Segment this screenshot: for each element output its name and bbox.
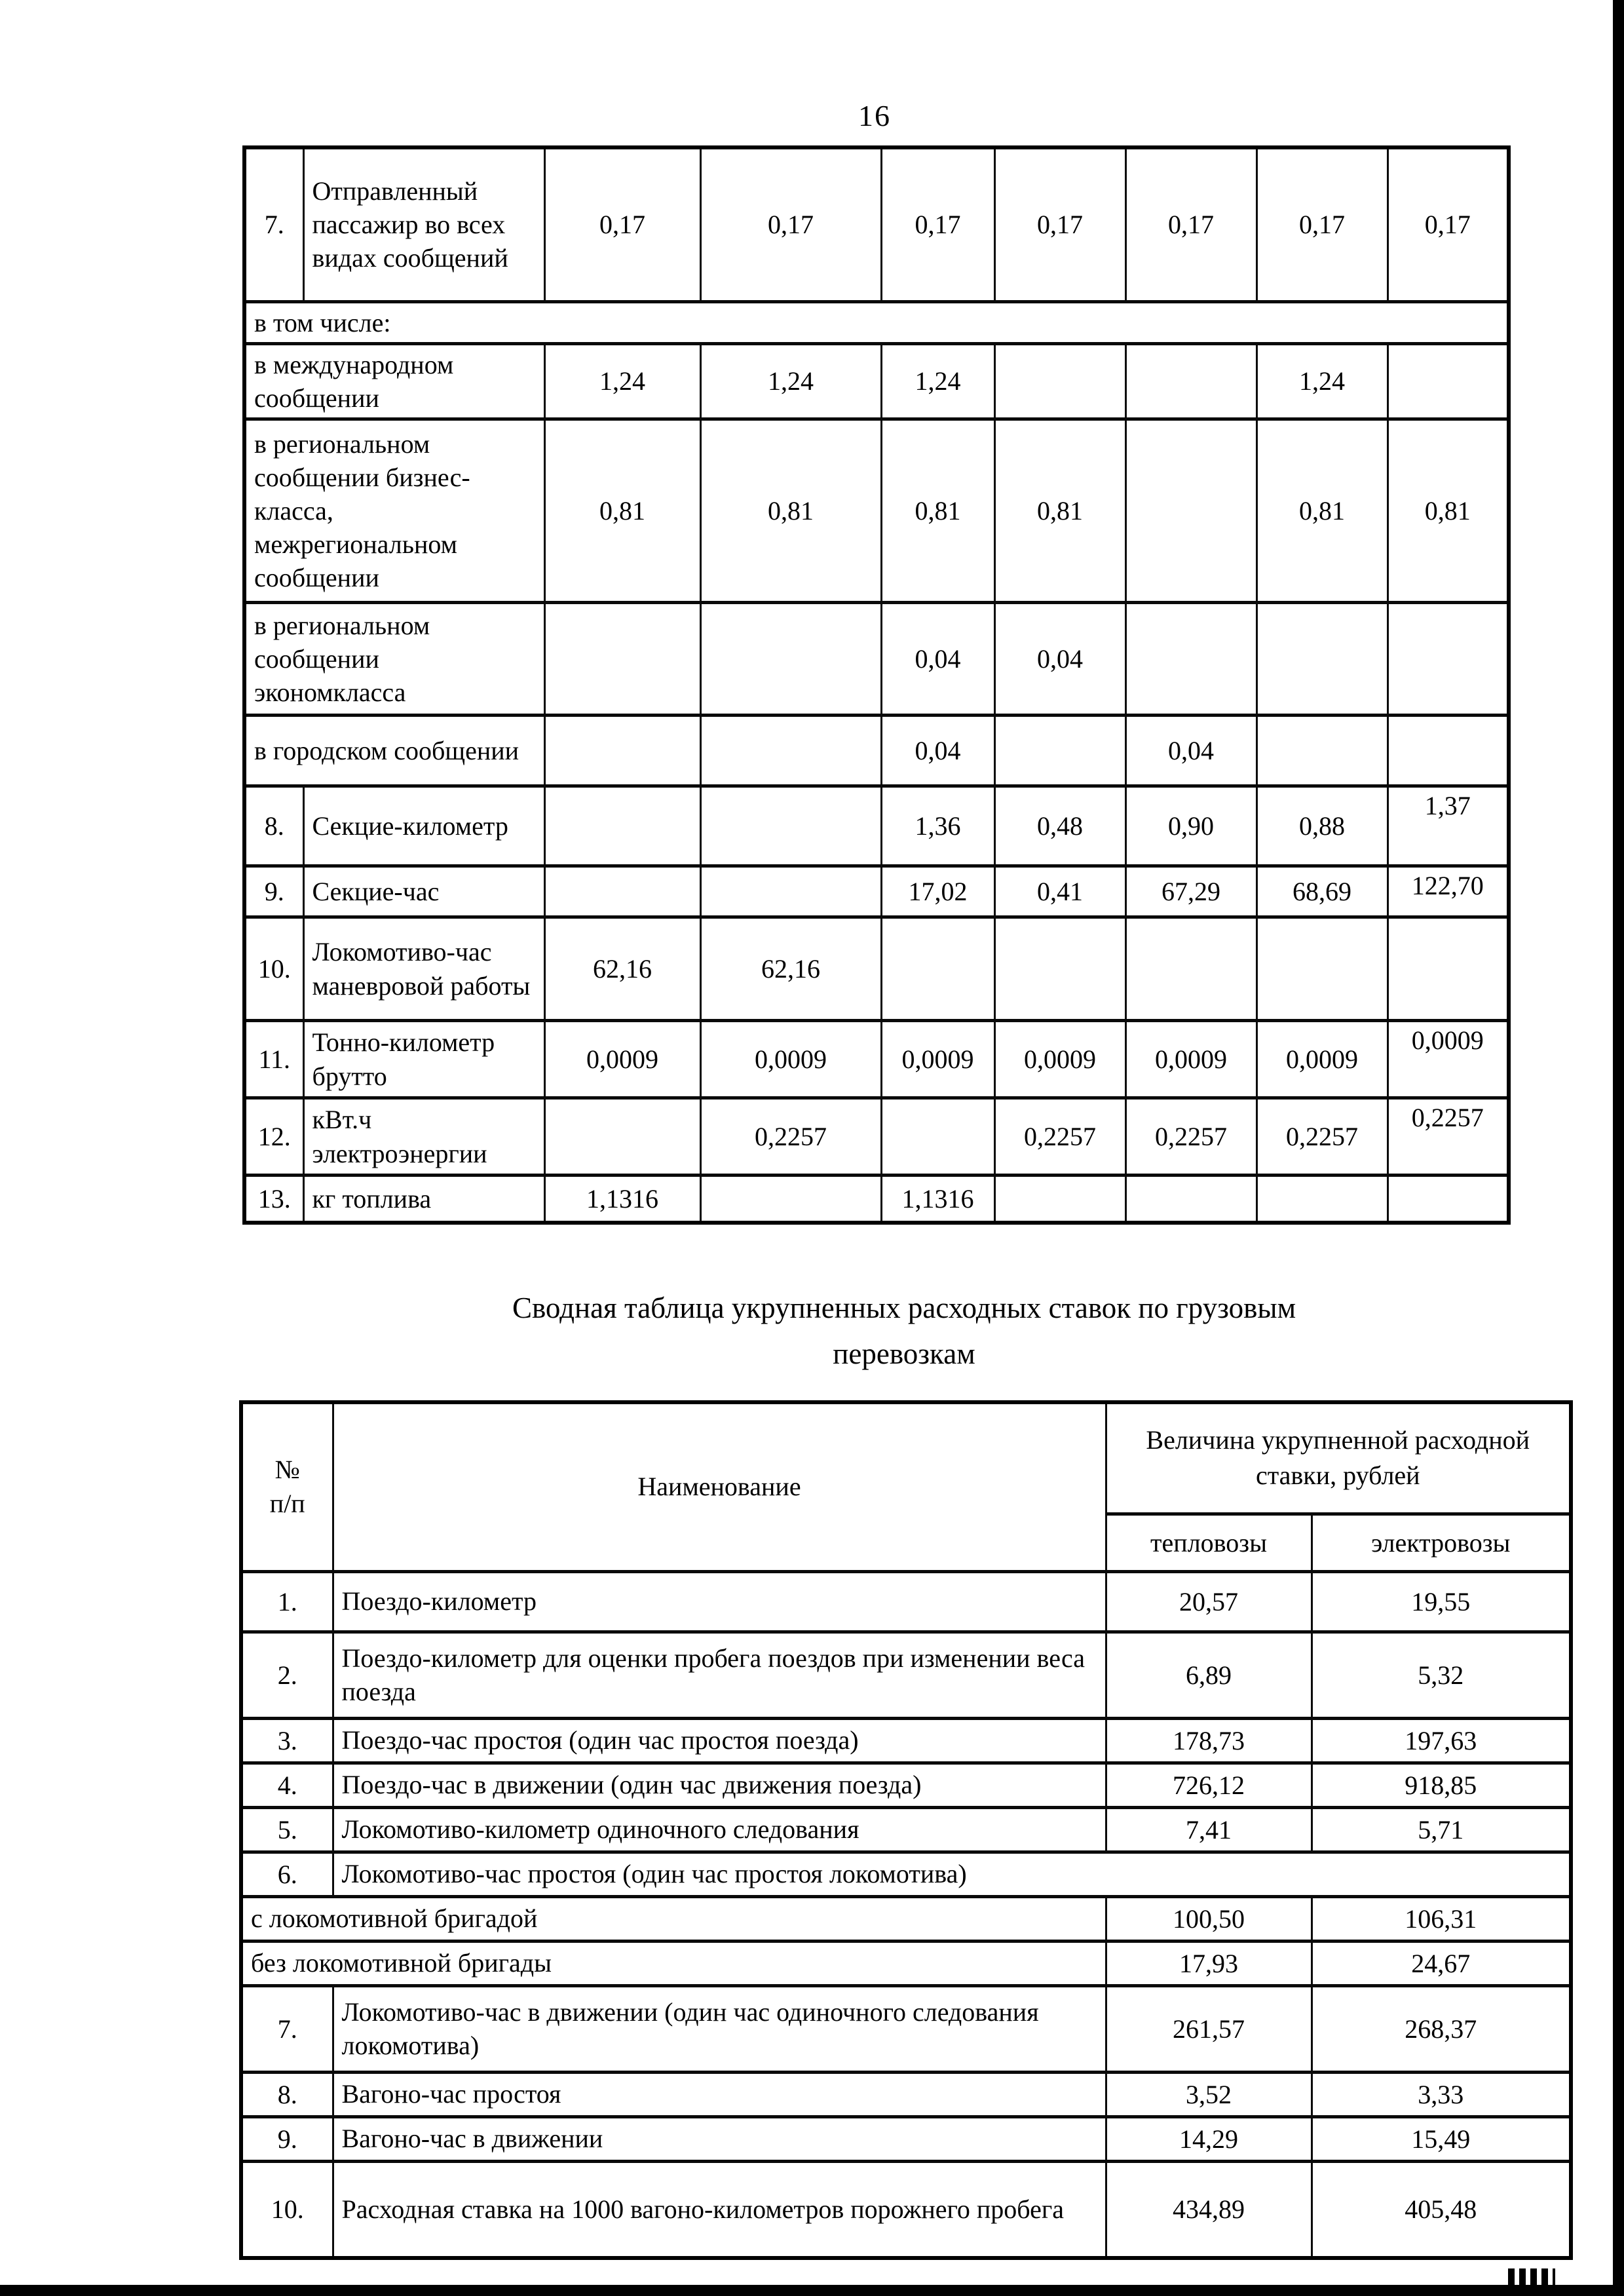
table-row bbox=[241, 1852, 1571, 1896]
row-name-cell: в том числе: bbox=[244, 301, 1509, 343]
row-number-cell: 10. bbox=[244, 917, 303, 1021]
value-cell bbox=[1125, 1176, 1256, 1223]
value-cell bbox=[1125, 917, 1256, 1021]
value-cell bbox=[994, 1176, 1125, 1223]
table-row bbox=[241, 2116, 1571, 2161]
row-name-cell: с локомотивной бригадой bbox=[241, 1896, 1106, 1941]
row-number-cell: 9. bbox=[241, 2116, 333, 2161]
value-cell: 405,48 bbox=[1312, 2161, 1571, 2258]
value-cell bbox=[1125, 603, 1256, 716]
value-cell: 1,36 bbox=[881, 786, 994, 866]
row-name-cell: Отправленный пассажир во всех видах сообщений bbox=[303, 147, 544, 301]
table2-title-line2: перевозкам bbox=[833, 1337, 975, 1370]
value-cell: 434,89 bbox=[1106, 2161, 1312, 2258]
value-cell: 24,67 bbox=[1312, 1941, 1571, 1985]
value-cell: 0,2257 bbox=[1125, 1098, 1256, 1176]
row-number-cell: 1. bbox=[241, 1571, 333, 1632]
row-name-cell: Тонно-километр брутто bbox=[303, 1021, 544, 1098]
row-number-cell: 7. bbox=[244, 147, 303, 301]
row-name-cell: Поездо-час простоя (один час простоя поезда) bbox=[333, 1718, 1106, 1763]
row-number-cell: 8. bbox=[241, 2072, 333, 2116]
table-row bbox=[244, 603, 1509, 716]
value-cell bbox=[544, 603, 700, 716]
row-name-cell: Локомотиво-час в движении (один час одиночного следования локомотива) bbox=[333, 1985, 1106, 2072]
scan-artifact-right-bar bbox=[1613, 0, 1624, 2296]
value-cell: 19,55 bbox=[1312, 1571, 1571, 1632]
row-number-cell: 6. bbox=[241, 1852, 333, 1896]
row-name-cell: в региональном сообщении бизнес-класса, межрегиональном сообщении bbox=[244, 419, 544, 603]
table2-title-line1: Сводная таблица укрупненных расходных ставок по грузовым bbox=[512, 1292, 1296, 1324]
value-cell: 0,81 bbox=[700, 419, 881, 603]
value-cell bbox=[544, 716, 700, 786]
header-electric: электровозы bbox=[1312, 1514, 1571, 1571]
value-cell: 3,33 bbox=[1312, 2072, 1571, 2116]
table-row bbox=[241, 1632, 1571, 1718]
row-name-cell: Секцие-час bbox=[303, 866, 544, 917]
row-name-cell: в международном сообщении bbox=[244, 343, 544, 419]
value-cell: 62,16 bbox=[544, 917, 700, 1021]
value-cell: 0,81 bbox=[1256, 419, 1388, 603]
value-cell: 0,04 bbox=[881, 603, 994, 716]
table-row bbox=[241, 2072, 1571, 2116]
value-cell: 7,41 bbox=[1106, 1807, 1312, 1852]
value-cell: 261,57 bbox=[1106, 1985, 1312, 2072]
value-cell bbox=[700, 1176, 881, 1223]
value-cell bbox=[700, 786, 881, 866]
value-cell: 0,0009 bbox=[881, 1021, 994, 1098]
value-cell: 15,49 bbox=[1312, 2116, 1571, 2161]
value-cell: 0,2257 bbox=[1256, 1098, 1388, 1176]
value-cell: 197,63 bbox=[1312, 1718, 1571, 1763]
header-value-group: Величина укрупненной расходной ставки, рублей bbox=[1106, 1402, 1571, 1514]
table-row bbox=[244, 866, 1509, 917]
value-cell: 0,48 bbox=[994, 786, 1125, 866]
value-cell bbox=[1125, 343, 1256, 419]
value-cell: 14,29 bbox=[1106, 2116, 1312, 2161]
value-cell: 0,81 bbox=[881, 419, 994, 603]
table-row bbox=[244, 1098, 1509, 1176]
row-number-cell: 3. bbox=[241, 1718, 333, 1763]
row-name-cell: Поездо-километр для оценки пробега поездов при изменении веса поезда bbox=[333, 1632, 1106, 1718]
value-cell: 0,81 bbox=[994, 419, 1125, 603]
table-row bbox=[244, 1021, 1509, 1098]
value-cell: 0,17 bbox=[1256, 147, 1388, 301]
row-number-cell: 8. bbox=[244, 786, 303, 866]
value-cell: 0,0009 bbox=[994, 1021, 1125, 1098]
value-cell: 0,90 bbox=[1125, 786, 1256, 866]
value-cell: 0,2257 bbox=[700, 1098, 881, 1176]
table-row bbox=[241, 2161, 1571, 2258]
value-cell: 5,71 bbox=[1312, 1807, 1571, 1852]
value-cell: 0,41 bbox=[994, 866, 1125, 917]
value-cell: 726,12 bbox=[1106, 1763, 1312, 1807]
value-cell: 0,04 bbox=[881, 716, 994, 786]
row-number-cell: 13. bbox=[244, 1176, 303, 1223]
table2-title bbox=[239, 1286, 1569, 1377]
row-name-cell: в региональном сообщении экономкласса bbox=[244, 603, 544, 716]
value-cell: 178,73 bbox=[1106, 1718, 1312, 1763]
value-cell: 5,32 bbox=[1312, 1632, 1571, 1718]
value-cell: 17,02 bbox=[881, 866, 994, 917]
row-number-cell: 5. bbox=[241, 1807, 333, 1852]
table-row bbox=[241, 1718, 1571, 1763]
table-row bbox=[241, 1807, 1571, 1852]
table-row bbox=[244, 343, 1509, 419]
value-cell bbox=[700, 603, 881, 716]
value-cell: 17,93 bbox=[1106, 1941, 1312, 1985]
row-name-cell: Расходная ставка на 1000 вагоно-километров порожнего пробега bbox=[333, 2161, 1106, 2258]
row-name-cell: Локомотиво-час маневровой работы bbox=[303, 917, 544, 1021]
value-cell bbox=[881, 917, 994, 1021]
value-cell bbox=[700, 716, 881, 786]
value-cell: 0,0009 bbox=[544, 1021, 700, 1098]
value-cell: 0,04 bbox=[1125, 716, 1256, 786]
value-cell: 0,17 bbox=[881, 147, 994, 301]
row-number-cell: 11. bbox=[244, 1021, 303, 1098]
row-number-cell: 9. bbox=[244, 866, 303, 917]
row-name-cell: в городском сообщении bbox=[244, 716, 544, 786]
value-cell: 0,88 bbox=[1256, 786, 1388, 866]
value-cell: 268,37 bbox=[1312, 1985, 1571, 2072]
scan-artifact-bottom-bar bbox=[0, 2285, 1624, 2296]
value-cell bbox=[1388, 1176, 1509, 1223]
row-name-cell: Вагоно-час в движении bbox=[333, 2116, 1106, 2161]
row-number-cell: 10. bbox=[241, 2161, 333, 2258]
table-row bbox=[244, 786, 1509, 866]
value-cell: 0,0009 bbox=[1388, 1021, 1509, 1098]
value-cell bbox=[1256, 917, 1388, 1021]
value-cell: 0,17 bbox=[1388, 147, 1509, 301]
value-cell bbox=[994, 343, 1125, 419]
value-cell: 106,31 bbox=[1312, 1896, 1571, 1941]
value-cell: 0,17 bbox=[1125, 147, 1256, 301]
value-cell: 1,24 bbox=[700, 343, 881, 419]
value-cell: 1,37 bbox=[1388, 786, 1509, 866]
value-cell: 0,0009 bbox=[1256, 1021, 1388, 1098]
table-row bbox=[244, 716, 1509, 786]
header-num-bottom: п/п bbox=[269, 1489, 305, 1519]
table1-body bbox=[244, 147, 1509, 1223]
value-cell: 0,81 bbox=[1388, 419, 1509, 603]
value-cell: 100,50 bbox=[1106, 1896, 1312, 1941]
table-row bbox=[241, 1896, 1571, 1941]
value-cell bbox=[994, 917, 1125, 1021]
value-cell bbox=[994, 716, 1125, 786]
value-cell: 67,29 bbox=[1125, 866, 1256, 917]
value-cell: 122,70 bbox=[1388, 866, 1509, 917]
row-name-cell: Вагоно-час простоя bbox=[333, 2072, 1106, 2116]
freight-summary-table bbox=[239, 1400, 1573, 2260]
value-cell: 0,17 bbox=[544, 147, 700, 301]
expense-rates-table-continuation bbox=[242, 145, 1511, 1225]
row-number-cell: 12. bbox=[244, 1098, 303, 1176]
table-row bbox=[241, 1941, 1571, 1985]
row-name-cell: без локомотивной бригады bbox=[241, 1941, 1106, 1985]
value-cell: 68,69 bbox=[1256, 866, 1388, 917]
value-cell bbox=[544, 1098, 700, 1176]
value-cell bbox=[1388, 603, 1509, 716]
value-cell: 0,0009 bbox=[700, 1021, 881, 1098]
value-cell: 0,2257 bbox=[1388, 1098, 1509, 1176]
table2-header-row1 bbox=[241, 1402, 1571, 1514]
table-row bbox=[244, 1176, 1509, 1223]
row-number-cell: 7. bbox=[241, 1985, 333, 2072]
value-cell: 62,16 bbox=[700, 917, 881, 1021]
table-row bbox=[244, 917, 1509, 1021]
table-row bbox=[244, 419, 1509, 603]
value-cell: 1,24 bbox=[544, 343, 700, 419]
value-cell bbox=[544, 786, 700, 866]
value-cell: 3,52 bbox=[1106, 2072, 1312, 2116]
header-diesel: тепловозы bbox=[1106, 1514, 1312, 1571]
row-name-cell: Локомотиво-час простоя (один час простоя локомотива) bbox=[333, 1852, 1571, 1896]
table-row bbox=[244, 301, 1509, 343]
scan-artifact-ticks bbox=[1508, 2268, 1555, 2286]
value-cell bbox=[1125, 419, 1256, 603]
value-cell bbox=[881, 1098, 994, 1176]
value-cell: 0,0009 bbox=[1125, 1021, 1256, 1098]
value-cell bbox=[1256, 603, 1388, 716]
value-cell bbox=[544, 866, 700, 917]
value-cell: 6,89 bbox=[1106, 1632, 1312, 1718]
value-cell: 0,04 bbox=[994, 603, 1125, 716]
row-name-cell: Секцие-километр bbox=[303, 786, 544, 866]
value-cell: 0,17 bbox=[700, 147, 881, 301]
row-number-cell: 4. bbox=[241, 1763, 333, 1807]
value-cell bbox=[1256, 716, 1388, 786]
row-name-cell: кг топлива bbox=[303, 1176, 544, 1223]
value-cell: 1,1316 bbox=[544, 1176, 700, 1223]
value-cell: 0,2257 bbox=[994, 1098, 1125, 1176]
table-row bbox=[241, 1763, 1571, 1807]
table2-body bbox=[241, 1571, 1571, 2258]
value-cell: 918,85 bbox=[1312, 1763, 1571, 1807]
value-cell: 1,24 bbox=[1256, 343, 1388, 419]
row-name-cell: Локомотиво-километр одиночного следования bbox=[333, 1807, 1106, 1852]
value-cell: 1,1316 bbox=[881, 1176, 994, 1223]
value-cell bbox=[1256, 1176, 1388, 1223]
table-row bbox=[241, 1571, 1571, 1632]
value-cell: 0,81 bbox=[544, 419, 700, 603]
row-name-cell: Поездо-километр bbox=[333, 1571, 1106, 1632]
value-cell bbox=[1388, 343, 1509, 419]
row-name-cell: Поездо-час в движении (один час движения поезда) bbox=[333, 1763, 1106, 1807]
table-row bbox=[244, 147, 1509, 301]
header-name: Наименование bbox=[333, 1402, 1106, 1571]
header-num-top: № bbox=[274, 1455, 300, 1485]
value-cell bbox=[1388, 917, 1509, 1021]
value-cell: 1,24 bbox=[881, 343, 994, 419]
value-cell bbox=[1388, 716, 1509, 786]
header-num-pp bbox=[241, 1402, 333, 1571]
value-cell bbox=[700, 866, 881, 917]
table-row bbox=[241, 1985, 1571, 2072]
row-number-cell: 2. bbox=[241, 1632, 333, 1718]
row-name-cell: кВт.ч электроэнергии bbox=[303, 1098, 544, 1176]
page-number: 16 bbox=[858, 99, 891, 132]
value-cell: 0,17 bbox=[994, 147, 1125, 301]
value-cell: 20,57 bbox=[1106, 1571, 1312, 1632]
